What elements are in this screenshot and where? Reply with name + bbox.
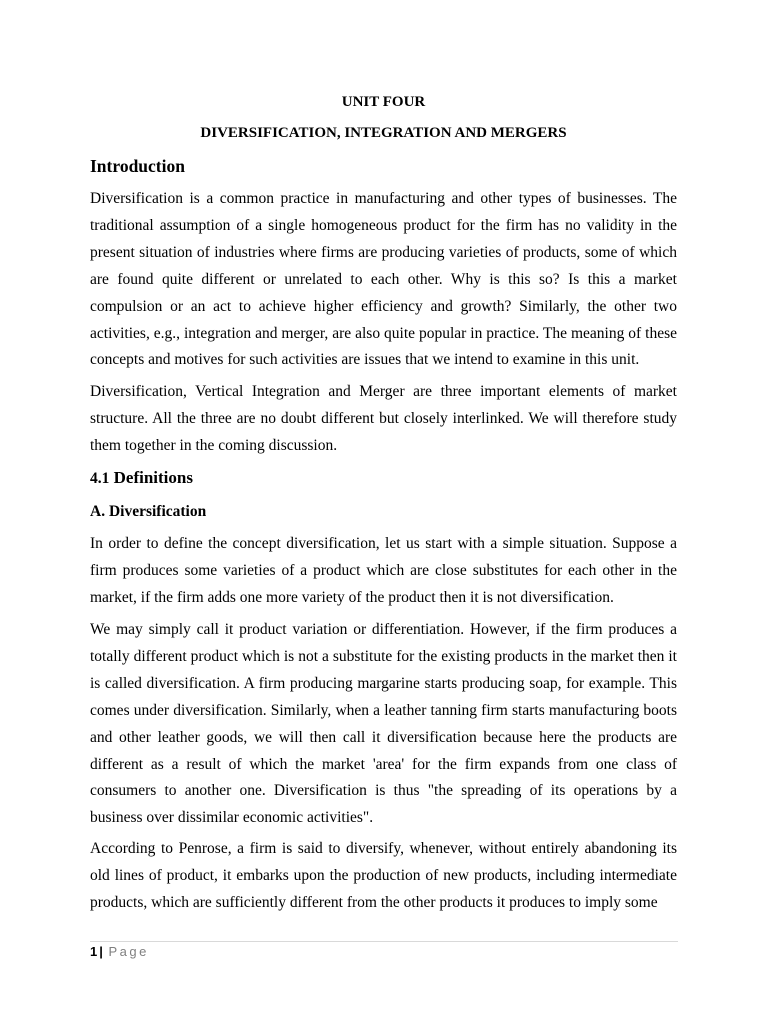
diversification-subheading: A. Diversification — [90, 503, 207, 520]
intro-paragraph-1: Diversification is a common practice in manufacturing and other types of businesses. The traditional assumption of a single homogeneous product for the firm has no validity in the present situation of industries where firms are producing varieties of products, some of which are found quite different or unrelated to each other. Why is this so? Is this a market compulsion or an act to achieve higher efficiency and growth? Similarly, the other two activities, e.g., integration and merger, are also quite popular in practice. The meaning of these concepts and motives for such activities are issues that we intend to examine in this unit. — [90, 190, 677, 369]
page-label: Page — [108, 944, 149, 959]
footer-divider — [90, 941, 678, 942]
footer-separator: | — [99, 944, 103, 959]
page-footer — [90, 943, 149, 961]
diversification-paragraph-1: In order to define the concept diversification, let us start with a simple situation. Suppose a firm produces some varieties of a product which are close substitutes for each other in the market, if the firm adds one more variety of the product then it is not diversification. — [90, 535, 677, 606]
intro-paragraph-2: Diversification, Vertical Integration and Merger are three important elements of market structure. All the three are no doubt different but closely interlinked. We will therefore study them together in the coming discussion. — [90, 383, 677, 454]
diversification-paragraph-3: According to Penrose, a firm is said to diversify, whenever, without entirely abandoning its old lines of product, it embarks upon the production of new products, including intermediate products, which are sufficiently different from the other products it produces to imply some — [90, 840, 677, 911]
unit-title: UNIT FOUR — [341, 94, 426, 110]
introduction-heading: Introduction — [90, 156, 185, 176]
diversification-paragraph-2: We may simply call it product variation or differentiation. However, if the firm produces a totally different product which is not a substitute for the existing products in the market then it is called diversification. A firm producing margarine starts producing soap, for example. This comes under diversification. Similarly, when a leather tanning firm starts manufacturing boots and other leather goods, we will then call it diversification because here the products are different as a result of which the market 'area' for the firm expands from one class of consumers to another one. Diversification is thus "the spreading of its operations by a business over dissimilar economic activities". — [90, 621, 677, 827]
section-heading-text: Definitions — [113, 468, 193, 487]
section-number: 4.1 — [90, 470, 110, 487]
page-number: 1 — [90, 944, 98, 959]
definitions-heading — [90, 467, 193, 490]
unit-subtitle: DIVERSIFICATION, INTEGRATION AND MERGERS — [200, 125, 567, 141]
